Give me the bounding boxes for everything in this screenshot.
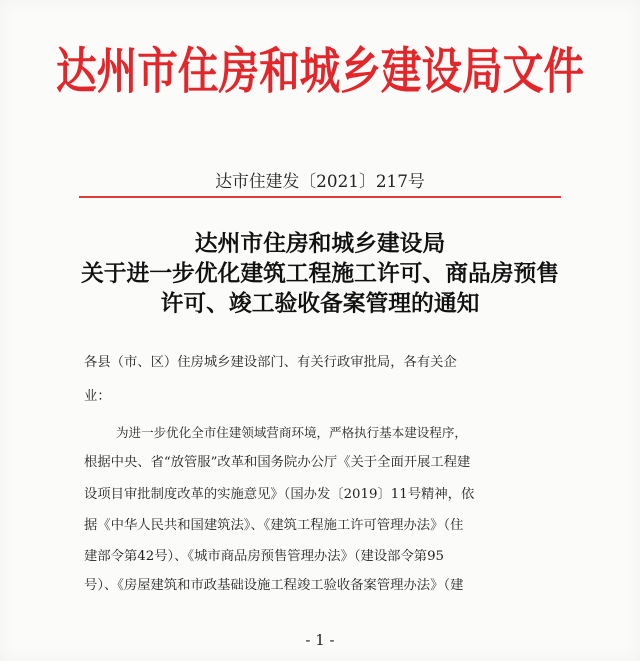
- body-paragraph-line: 据《中华人民共和国建筑法》、《建筑工程施工许可管理办法》（住: [84, 518, 464, 533]
- salutation-continuation: 业：: [84, 389, 111, 404]
- salutation-line: 各县（市、区）住房城乡建设部门、有关行政审批局，各有关企: [84, 355, 457, 370]
- body-paragraph-line: 为进一步优化全市住建领域营商环境，严格执行基本建设程序，: [116, 425, 467, 440]
- body-paragraph-line: 设项目审批制度改革的实施意见》（国办发〔2019〕11号精神，依: [84, 487, 475, 502]
- document-number: 达市住建发〔2021〕217号: [215, 171, 425, 191]
- page-number: - 1 -: [305, 631, 335, 649]
- body-paragraph-line: 号）、《房屋建筑和市政基础设施工程竣工验收备案管理办法》（建: [84, 578, 464, 593]
- masthead-title: 达州市住房和城乡建设局文件: [56, 41, 584, 101]
- body-paragraph-line: 建部令第42号）、《城市商品房预售管理办法》（建设部令第95: [84, 549, 445, 564]
- body-paragraph-line: 根据中央、省“放管服”改革和国务院办公厅《关于全面开展工程建: [84, 455, 471, 470]
- red-separator-line: [79, 196, 561, 198]
- notice-title-line-2: 关于进一步优化建筑工程施工许可、商品房预售: [80, 261, 560, 287]
- notice-title-line-1: 达州市住房和城乡建设局: [194, 231, 446, 257]
- notice-title-line-3: 许可、竣工验收备案管理的通知: [160, 291, 480, 317]
